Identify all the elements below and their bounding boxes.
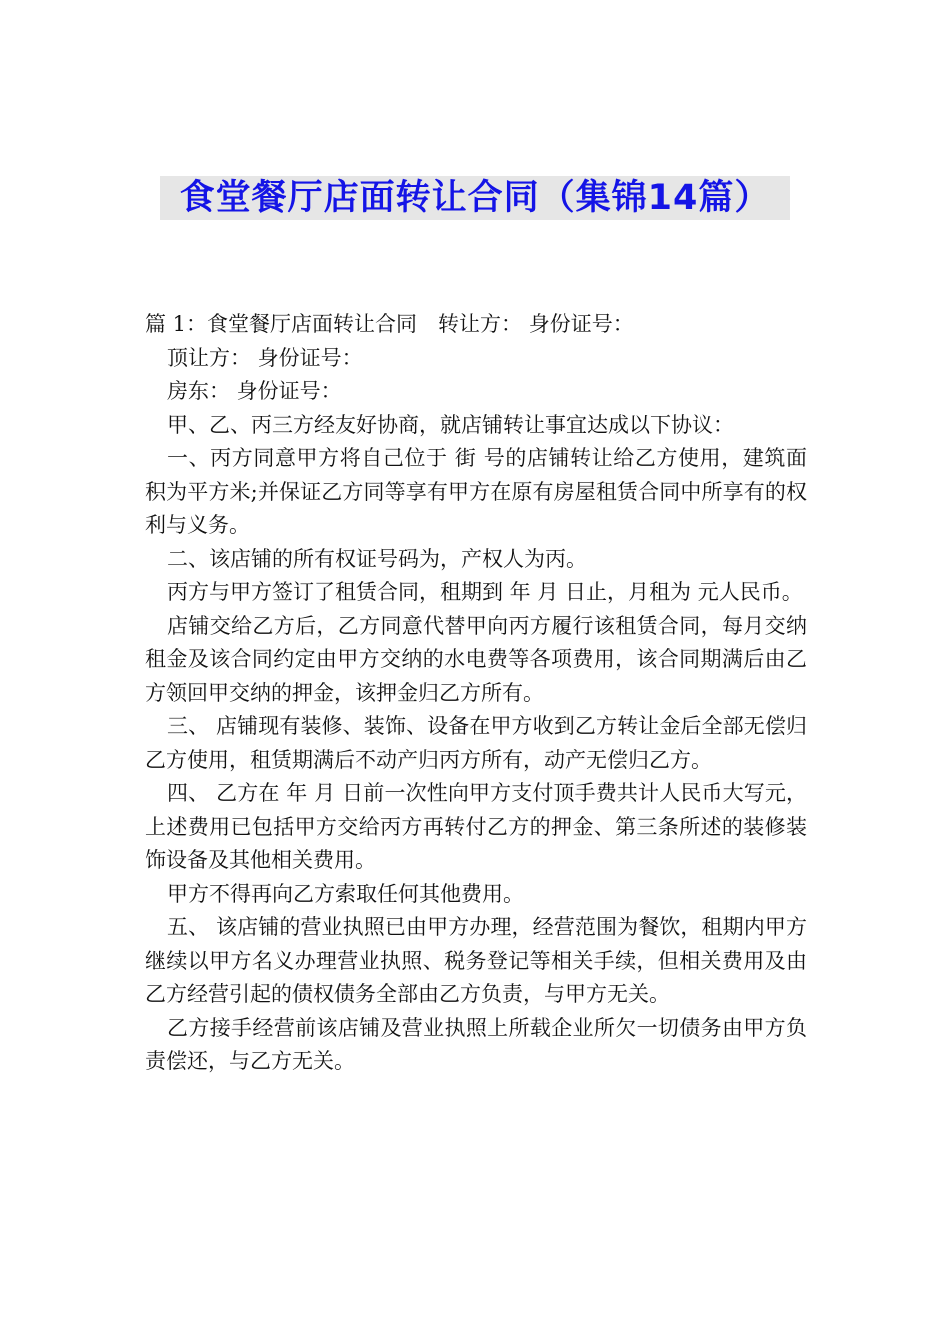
paragraph: 乙方接手经营前该店铺及营业执照上所载企业所欠一切债务由甲方负责偿还，与乙方无关。 [145, 1015, 807, 1073]
paragraph: 三、 店铺现有装修、装饰、设备在甲方收到乙方转让金后全部无偿归乙方使用，租赁期满后不动产归丙方所有，动产无偿归乙方。 [145, 714, 807, 772]
document-body [145, 308, 807, 1079]
paragraph: 五、 该店铺的营业执照已由甲方办理，经营范围为餐饮，租期内甲方继续以甲方名义办理营业执照、税务登记等相关手续，但相关费用及由乙方经营引起的债权债务全部由乙方负责，与甲方无关。 [145, 915, 807, 1006]
paragraph: 甲方不得再向乙方索取任何其他费用。 [167, 881, 524, 906]
paragraph: 一、丙方同意甲方将自己位于 街 号的店铺转让给乙方使用，建筑面积为平方米;并保证乙方同等享有甲方在原有房屋租赁合同中所享有的权利与义务。 [145, 446, 807, 537]
title-highlight [160, 176, 790, 220]
paragraph-header: 篇 1：食堂餐厅店面转让合同 转让方： 身份证号： [145, 312, 634, 336]
paragraph: 四、 乙方在 年 月 日前一次性向甲方支付顶手费共计人民币大写元，上述费用已包括甲方交给丙方再转付乙方的押金、第三条所述的装修装饰设备及其他相关费用。 [145, 781, 807, 872]
document-title: 食堂餐厅店面转让合同（集锦14篇） [179, 178, 771, 218]
paragraph: 房东： 身份证号： [167, 379, 342, 403]
paragraph: 丙方与甲方签订了租赁合同，租期到 年 月 日止，月租为 元人民币。 [167, 580, 803, 604]
paragraph: 顶让方： 身份证号： [167, 345, 363, 370]
paragraph: 甲、乙、丙三方经友好协商，就店铺转让事宜达成以下协议： [167, 412, 734, 437]
paragraph: 店铺交给乙方后，乙方同意代替甲向丙方履行该租赁合同，每月交纳租金及该合同约定由甲方交纳的水电费等各项费用，该合同期满后由乙方领回甲交纳的押金，该押金归乙方所有。 [145, 613, 807, 705]
paragraph: 二、该店铺的所有权证号码为，产权人为丙。 [167, 546, 587, 571]
